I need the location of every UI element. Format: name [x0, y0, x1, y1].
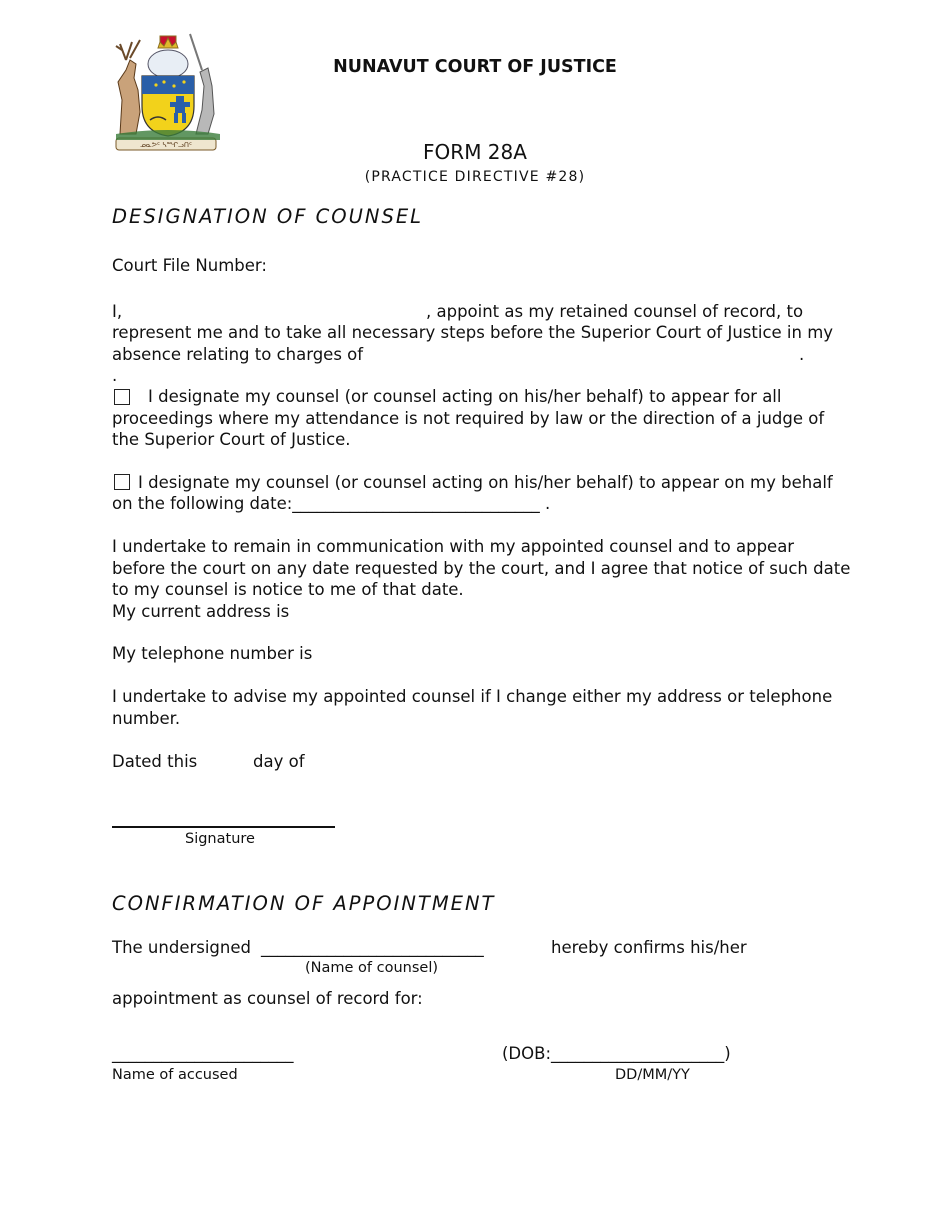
charges-period: .	[799, 345, 805, 364]
dated-this-label: Dated this	[112, 752, 198, 771]
undertake-line-1: I undertake to remain in communication with my appointed counsel and to appear	[112, 537, 795, 556]
confirmation-heading: CONFIRMATION OF APPOINTMENT	[112, 892, 496, 915]
option1-line-2: proceedings where my attendance is not required by law or the direction of a judge of	[112, 409, 825, 428]
telephone-label: My telephone number is	[112, 644, 313, 663]
confirms-label: hereby confirms his/her	[551, 938, 747, 957]
advise-line-2: number.	[112, 709, 181, 728]
accused-name-blank[interactable]: ______________________	[112, 1044, 294, 1063]
signature-line[interactable]	[112, 826, 335, 828]
undertake-line-2: before the court on any date requested by the court, and I agree that notice of such date	[112, 559, 851, 578]
designation-heading: DESIGNATION OF COUNSEL	[112, 205, 424, 228]
coat-of-arms-logo	[112, 30, 224, 154]
stray-period: .	[112, 366, 118, 385]
appointment-line-start: I,	[112, 302, 123, 321]
option2-line-2: on the following date:______________________________ .	[112, 494, 551, 513]
option1-line-3: the Superior Court of Justice.	[112, 430, 351, 449]
counsel-name-blank[interactable]: ___________________________	[261, 938, 484, 957]
signature-caption: Signature	[185, 831, 255, 847]
specific-date-checkbox[interactable]	[114, 474, 130, 490]
appointment-for-label: appointment as counsel of record for:	[112, 989, 423, 1008]
undersigned-label: The undersigned	[112, 938, 251, 957]
charges-label: absence relating to charges of	[112, 345, 364, 364]
court-name: NUNAVUT COURT OF JUSTICE	[333, 57, 617, 77]
appointment-line-2: represent me and to take all necessary steps before the Superior Court of Justice in my	[112, 323, 834, 342]
address-label: My current address is	[112, 602, 290, 621]
court-file-number-label: Court File Number:	[112, 256, 267, 275]
dob-format-caption: DD/MM/YY	[615, 1067, 690, 1083]
svg-text:ᓄᓇᕗᑦ ᓴᙱᓗᑎᑦ: ᓄᓇᕗᑦ ᓴᙱᓗᑎᑦ	[139, 141, 193, 149]
advise-line-1: I undertake to advise my appointed counsel if I change either my address or telephone	[112, 687, 833, 706]
option1-line-1: I designate my counsel (or counsel acting on his/her behalf) to appear for all	[148, 387, 782, 406]
option2-line-1: I designate my counsel (or counsel acting on his/her behalf) to appear on my behalf	[138, 473, 833, 492]
dob-field[interactable]: (DOB:_____________________)	[502, 1044, 731, 1063]
name-of-accused-caption: Name of accused	[112, 1067, 238, 1083]
name-of-counsel-caption: (Name of counsel)	[305, 960, 439, 976]
undertake-line-3: to my counsel is notice to me of that date.	[112, 580, 464, 599]
practice-directive: (PRACTICE DIRECTIVE #28)	[364, 169, 586, 185]
all-proceedings-checkbox[interactable]	[114, 389, 130, 405]
day-of-label: day of	[253, 752, 305, 771]
appointment-line-end: , appoint as my retained counsel of record, to	[426, 302, 804, 321]
form-number: FORM 28A	[423, 140, 527, 164]
